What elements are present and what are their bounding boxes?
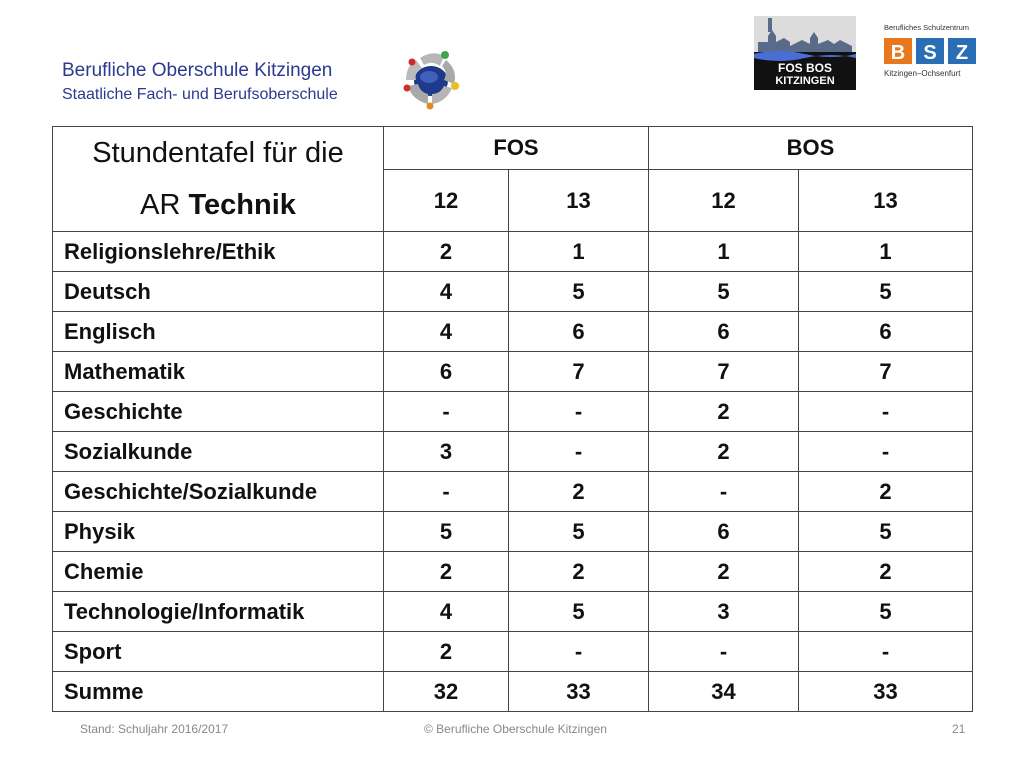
bsz-letter-z: Z bbox=[955, 42, 969, 64]
table-row bbox=[53, 232, 973, 272]
hours-cell: 4 bbox=[384, 592, 509, 632]
footer-date: Stand: Schuljahr 2016/2017 bbox=[80, 722, 229, 736]
grade-fos-12: 12 bbox=[384, 170, 509, 232]
summary-cell: 32 bbox=[384, 672, 509, 712]
hours-cell: - bbox=[509, 392, 649, 432]
hours-cell: 5 bbox=[384, 512, 509, 552]
footer-copyright: © Berufliche Oberschule Kitzingen bbox=[424, 722, 607, 736]
hours-cell: - bbox=[384, 392, 509, 432]
summary-cell: 33 bbox=[509, 672, 649, 712]
table-title bbox=[53, 127, 384, 232]
hours-cell: 1 bbox=[509, 232, 649, 272]
hours-cell: 5 bbox=[649, 272, 799, 312]
timetable bbox=[52, 126, 973, 712]
hours-cell: 5 bbox=[509, 272, 649, 312]
hours-cell: - bbox=[649, 632, 799, 672]
hours-cell: 4 bbox=[384, 312, 509, 352]
table-row bbox=[53, 552, 973, 592]
table-row bbox=[53, 432, 973, 472]
bsz-bottom-text: Kitzingen–Ochsenfurt bbox=[884, 69, 961, 78]
fosbos-line1: FOS BOS bbox=[777, 61, 833, 75]
table-title-bold: Technik bbox=[188, 189, 296, 221]
hours-cell: - bbox=[384, 472, 509, 512]
bsz-top-text: Berufliches Schulzentrum bbox=[884, 23, 970, 32]
subject-cell: Religionslehre/Ethik bbox=[53, 232, 384, 272]
table-row bbox=[53, 632, 973, 672]
bsz-logo bbox=[882, 22, 986, 80]
hours-cell: 6 bbox=[384, 352, 509, 392]
hours-cell: - bbox=[509, 632, 649, 672]
fosbos-kitzingen-logo bbox=[754, 16, 856, 90]
subject-cell: Chemie bbox=[53, 552, 384, 592]
hours-cell: - bbox=[509, 432, 649, 472]
hours-cell: 6 bbox=[649, 312, 799, 352]
hours-cell: 7 bbox=[649, 352, 799, 392]
table-row bbox=[53, 272, 973, 312]
subject-cell: Deutsch bbox=[53, 272, 384, 312]
table-row bbox=[53, 312, 973, 352]
hours-cell: 2 bbox=[509, 472, 649, 512]
table-row bbox=[53, 512, 973, 552]
hours-cell: 2 bbox=[384, 632, 509, 672]
subject-cell: Sport bbox=[53, 632, 384, 672]
hours-cell: 4 bbox=[384, 272, 509, 312]
subject-cell: Technologie/Informatik bbox=[53, 592, 384, 632]
hours-cell: 5 bbox=[509, 592, 649, 632]
hours-cell: 3 bbox=[384, 432, 509, 472]
hours-cell: - bbox=[649, 472, 799, 512]
hours-cell: 5 bbox=[799, 592, 973, 632]
hours-cell: 5 bbox=[509, 512, 649, 552]
summary-cell: 33 bbox=[799, 672, 973, 712]
hours-cell: 1 bbox=[649, 232, 799, 272]
header-title: Berufliche Oberschule Kitzingen bbox=[62, 60, 333, 81]
subject-cell: Englisch bbox=[53, 312, 384, 352]
bsz-letter-s: S bbox=[923, 42, 937, 64]
hours-cell: 7 bbox=[509, 352, 649, 392]
grade-bos-12: 12 bbox=[649, 170, 799, 232]
hours-cell: 5 bbox=[799, 512, 973, 552]
group-header-row bbox=[53, 127, 973, 170]
hours-cell: 6 bbox=[649, 512, 799, 552]
hours-cell: 2 bbox=[509, 552, 649, 592]
subject-cell: Geschichte/Sozialkunde bbox=[53, 472, 384, 512]
group-fos: FOS bbox=[384, 127, 649, 170]
grade-bos-13: 13 bbox=[799, 170, 973, 232]
subject-cell: Sozialkunde bbox=[53, 432, 384, 472]
hours-cell: 2 bbox=[799, 552, 973, 592]
summary-row bbox=[53, 672, 973, 712]
fosbos-line2: KITZINGEN bbox=[775, 75, 835, 87]
hours-cell: 2 bbox=[649, 392, 799, 432]
table-row bbox=[53, 592, 973, 632]
hours-cell: 6 bbox=[509, 312, 649, 352]
header-subtitle: Staatliche Fach- und Berufsoberschule bbox=[62, 86, 338, 103]
grade-fos-13: 13 bbox=[509, 170, 649, 232]
subject-cell: Geschichte bbox=[53, 392, 384, 432]
hours-cell: - bbox=[799, 432, 973, 472]
hours-cell: 7 bbox=[799, 352, 973, 392]
hours-cell: - bbox=[799, 632, 973, 672]
hours-cell: 1 bbox=[799, 232, 973, 272]
summary-cell: 34 bbox=[649, 672, 799, 712]
hours-cell: 2 bbox=[384, 232, 509, 272]
school-sphere-logo bbox=[400, 48, 462, 110]
hours-cell: 5 bbox=[799, 272, 973, 312]
hours-cell: 2 bbox=[649, 432, 799, 472]
hours-cell: 2 bbox=[799, 472, 973, 512]
hours-cell: 6 bbox=[799, 312, 973, 352]
hours-cell: 2 bbox=[384, 552, 509, 592]
hours-cell: 2 bbox=[649, 552, 799, 592]
table-title-line1: Stundentafel für die bbox=[92, 137, 344, 169]
bsz-letter-b: B bbox=[890, 42, 906, 64]
group-bos: BOS bbox=[649, 127, 973, 170]
subject-cell: Physik bbox=[53, 512, 384, 552]
subject-cell: Mathematik bbox=[53, 352, 384, 392]
footer-page-number: 21 bbox=[952, 722, 966, 736]
hours-cell: 3 bbox=[649, 592, 799, 632]
table-row bbox=[53, 352, 973, 392]
table-row bbox=[53, 472, 973, 512]
table-title-line2 bbox=[53, 179, 383, 231]
hours-cell: - bbox=[799, 392, 973, 432]
summary-label: Summe bbox=[53, 672, 384, 712]
table-title-prefix: AR bbox=[140, 189, 189, 221]
table-row bbox=[53, 392, 973, 432]
